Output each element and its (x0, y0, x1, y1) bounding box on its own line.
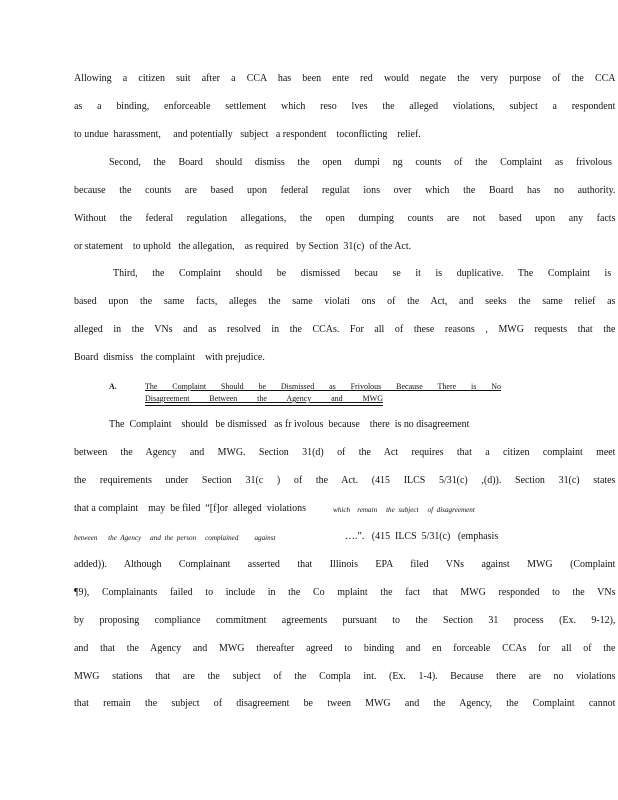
section-heading: The Complaint Should be Dismissed as Frivolous Because There is No (145, 382, 501, 391)
text-line: Board dismiss the complaint with prejudice. (74, 352, 265, 363)
heading-underline (145, 405, 383, 406)
text-line: added)). Although Complainant asserted that Illinois EPA filed VNs against MWG (Complaint (74, 559, 616, 570)
text-line: to undue harassment, and potentially subject a respondent toconflicting relief. (74, 129, 421, 140)
quoted-text: between the Agency and the person complained against (74, 533, 276, 542)
text-line: and that the Agency and MWG thereafter agreed to binding and en forceable CCAs for all of the (74, 643, 616, 654)
text-line: as a binding, enforceable settlement which reso lves the alleged violations, subject a respondent (74, 101, 616, 112)
text-line: MWG stations that are the subject of the Compla int. (Ex. 1-4). Because there are no violations (74, 671, 616, 682)
text-line: Third, the Complaint should be dismissed becau se it is duplicative. The Complaint is (113, 268, 612, 279)
text-line: that a complaint may be filed “[f]or alleged violations (74, 503, 311, 514)
text-line: based upon the same facts, alleges the same violati ons of the Act, and seeks the same relief as (74, 296, 616, 307)
text-line: because the counts are based upon federal regulat ions over which the Board has no authority. (74, 185, 616, 196)
text-line: alleged in the VNs and as resolved in the CCAs. For all of these reasons , MWG requests that the (74, 324, 616, 335)
text-line: that remain the subject of disagreement be tween MWG and the Agency, the Complaint cannot (74, 698, 616, 709)
quoted-text: which remain the subject of disagreement (333, 505, 475, 514)
section-letter: A. (109, 382, 117, 391)
text-line: by proposing compliance commitment agreements pursuant to the Section 31 process (Ex. 9-12), (74, 615, 616, 626)
text-line: between the Agency and MWG. Section 31(d) of the Act requires that a citizen complaint meet (74, 447, 616, 458)
text-line: ¶9), Complainants failed to include in the Co mplaint the fact that MWG responded to the VNs (74, 587, 616, 598)
text-line: or statement to uphold the allegation, as required by Section 31(c) of the Act. (74, 241, 412, 252)
text-line: ….”. (415 ILCS 5/31(c) (emphasis (340, 531, 499, 542)
text-line: the requirements under Section 31(c ) of the Act. (415 ILCS 5/31(c) ,(d)). Section 31(c) states (74, 475, 616, 486)
text-line: The Complaint should be dismissed as fr ivolous because there is no disagreement (109, 419, 470, 430)
text-line: Without the federal regulation allegations, the open dumping counts are not based upon any facts (74, 213, 616, 224)
text-line: Allowing a citizen suit after a CCA has been ente red would negate the very purpose of the CCA (74, 73, 616, 84)
section-heading: Disagreement Between the Agency and MWG (145, 394, 383, 403)
text-line: Second, the Board should dismiss the open dumpi ng counts of the Complaint as frivolous (109, 157, 612, 168)
